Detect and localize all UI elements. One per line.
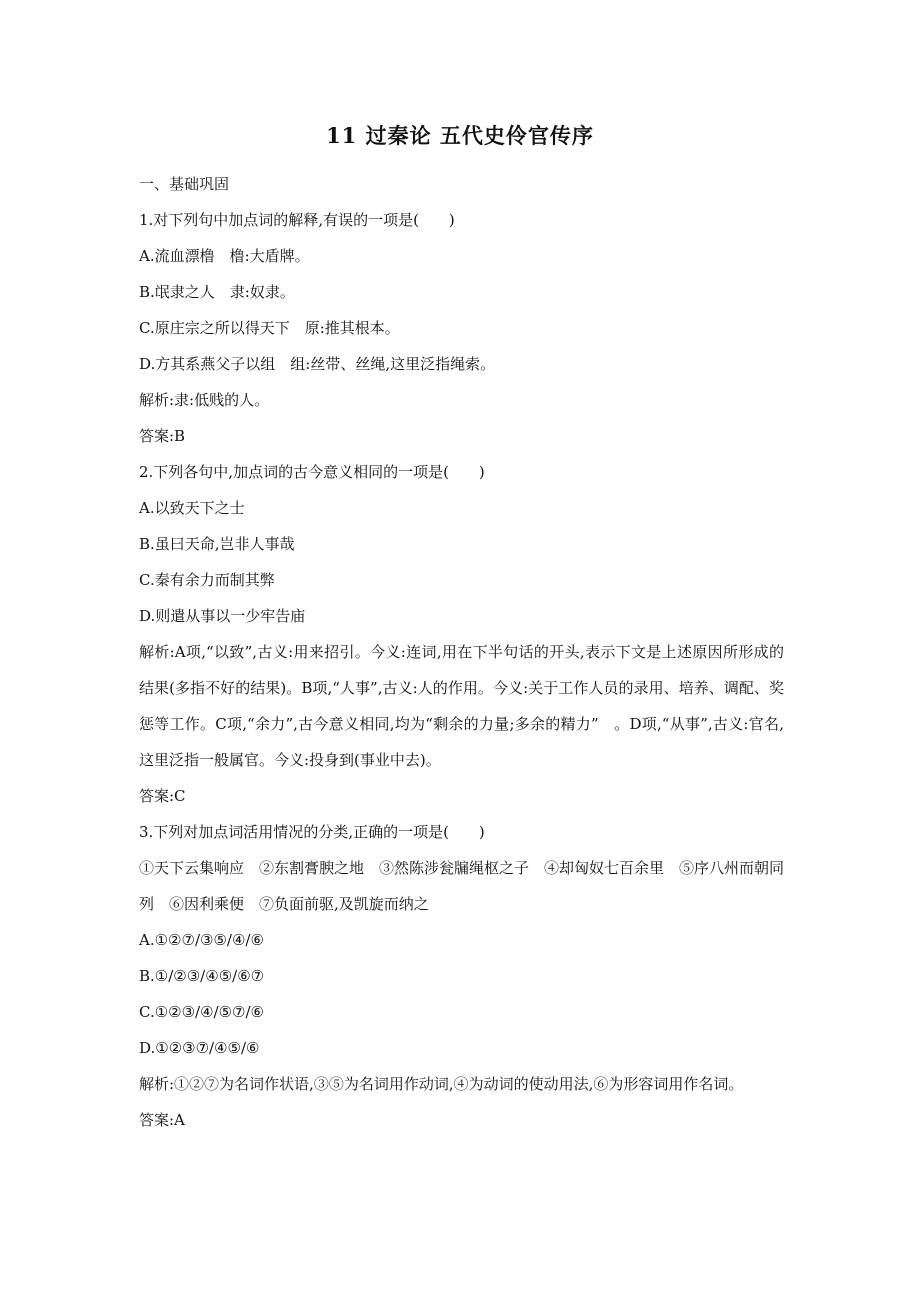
question-stem: 1.对下列句中加点词的解释,有误的一项是( )	[139, 211, 455, 229]
document-content	[139, 166, 784, 1138]
option-c: C.①②③/④/⑤⑦/⑥	[139, 1003, 265, 1021]
option-d: D.方其系燕父子以组 组:丝带、丝绳,这里泛指绳索。	[139, 355, 496, 373]
option-d: D.①②③⑦/④⑤/⑥	[139, 1039, 260, 1057]
option-a: A.流血漂橹 橹:大盾牌。	[139, 247, 310, 265]
answer: 答案:A	[139, 1111, 185, 1129]
answer: 答案:B	[139, 427, 186, 445]
option-c: C.原庄宗之所以得天下 原:推其根本。	[139, 319, 400, 337]
question-stem: 2.下列各句中,加点词的古今意义相同的一项是( )	[139, 463, 485, 481]
question-1	[139, 202, 784, 454]
answer: 答案:C	[139, 787, 186, 805]
question-items: ①天下云集响应 ②东割膏腴之地 ③然陈涉瓮牖绳枢之子 ④却匈奴七百余里 ⑤序八州而朝同列 ⑥因利乘便 ⑦负面前驱,及凯旋而纳之	[139, 859, 785, 913]
option-a: A.以致天下之士	[139, 499, 245, 517]
section-heading: 一、基础巩固	[139, 175, 230, 193]
option-d: D.则遣从事以一少牢告庙	[139, 607, 306, 625]
option-c: C.秦有余力而制其弊	[139, 571, 275, 589]
option-b: B.①/②③/④⑤/⑥⑦	[139, 967, 265, 985]
analysis: 解析:A项,“以致”,古义:用来招引。今义:连词,用在下半句话的开头,表示下文是上述原因所形成的结果(多指不好的结果)。B项,“人事”,古义:人的作用。今义:关于工作人员的录用、培养、调配、奖惩等工作。C项,“余力”,古今意义相同,均为“剩余的力量;多余的精力” 。D项,“从事”,古义:官名,这里泛指一般属官。今义:投身到(事业中去)。	[139, 643, 784, 769]
question-2	[139, 454, 784, 814]
question-stem: 3.下列对加点词活用情况的分类,正确的一项是( )	[139, 823, 485, 841]
question-3	[139, 814, 784, 1138]
option-b: B.氓隶之人 隶:奴隶。	[139, 283, 295, 301]
option-b: B.虽曰天命,岂非人事哉	[139, 535, 295, 553]
analysis: 解析:①②⑦为名词作状语,③⑤为名词用作动词,④为动词的使动用法,⑥为形容词用作名词。	[139, 1075, 744, 1093]
option-a: A.①②⑦/③⑤/④/⑥	[139, 931, 264, 949]
page-title: 11 过秦论 五代史伶官传序	[326, 123, 594, 148]
analysis: 解析:隶:低贱的人。	[139, 391, 270, 409]
